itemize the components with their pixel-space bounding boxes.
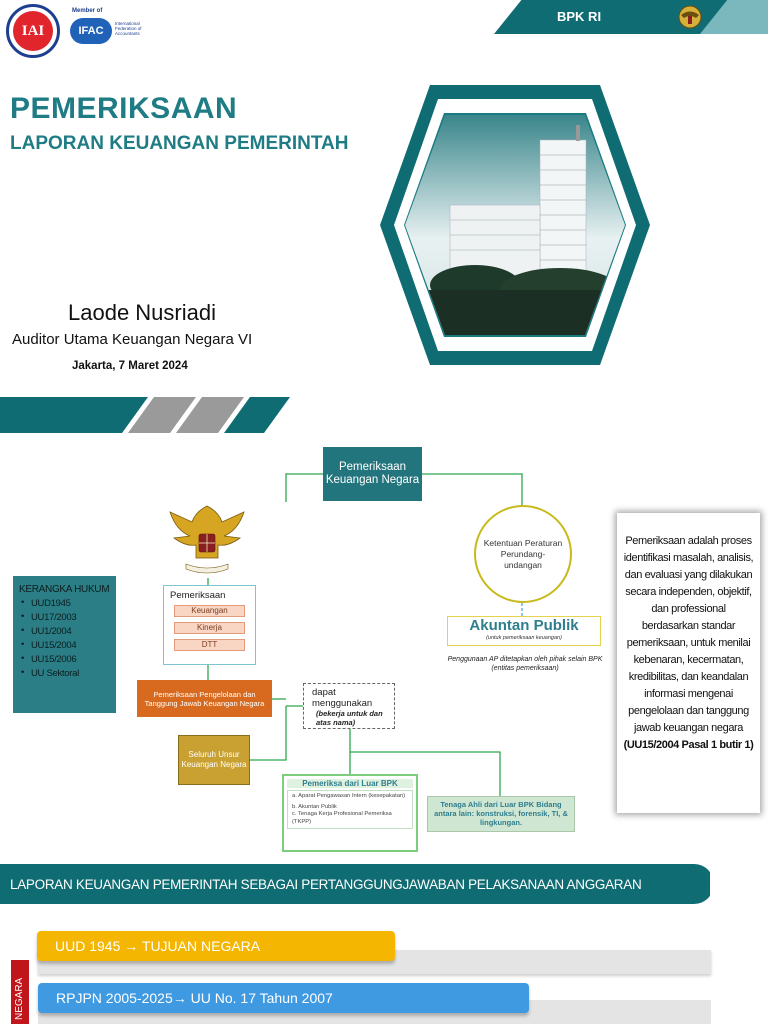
pemeriksa-luar-bpk-heading: Pemeriksa dari Luar BPK	[287, 779, 413, 788]
list-item: • UU15/2006	[19, 654, 110, 665]
negara-side-label: NEGARA	[14, 977, 25, 1020]
list-item: • UUD1945	[19, 598, 110, 609]
list-item: • UU1/2004	[19, 626, 110, 637]
place-date: Jakarta, 7 Maret 2024	[72, 360, 188, 372]
garuda-emblem-icon	[164, 498, 250, 578]
pemeriksa-luar-bpk-box	[282, 774, 418, 852]
pemeriksaan-keuangan-negara-box: Pemeriksaan Keuangan Negara	[323, 447, 422, 501]
negara-side-tab	[11, 960, 29, 1024]
dapat-menggunakan-italic: (bekerja untuk dan atas nama)	[316, 709, 383, 727]
chip-keuangan: Keuangan	[174, 605, 245, 617]
ifac-logo: IFAC	[70, 18, 112, 44]
presenter-name: Laode Nusriadi	[68, 300, 216, 325]
akuntan-publik-box	[447, 616, 601, 646]
ifac-full-name: International Federation of Accountants	[115, 21, 142, 36]
akuntan-publik-subtitle: (untuk pemeriksaan keuangan)	[486, 635, 562, 641]
kerangka-hukum-list	[19, 598, 110, 679]
akuntan-publik-note: Penggunaan AP ditetapkan oleh pihak selain BPK (entitas pemeriksaan)	[447, 656, 603, 672]
list-item: c. Tenaga Kerja Profesional Pemeriksa (TKPP)	[292, 811, 392, 825]
ketentuan-peraturan-circle	[474, 505, 572, 603]
dapat-menggunakan-box	[303, 683, 395, 729]
uud-1945-pill	[37, 931, 395, 961]
list-item: • UU17/2003	[19, 612, 110, 623]
member-of-label: Member of	[72, 8, 103, 14]
list-item: b. Akuntan Publik	[292, 803, 337, 810]
laporan-keuangan-banner-text: LAPORAN KEUANGAN PEMERINTAH SEBAGAI PERTANGGUNGJAWABAN PELAKSANAAN ANGGARAN	[10, 876, 642, 892]
bpk-label: BPK RI	[557, 9, 602, 24]
chip-dtt: DTT	[174, 639, 245, 651]
laporan-keuangan-banner	[0, 864, 714, 904]
tenaga-ahli-box: Tenaga Ahli dari Luar BPK Bidang antara lain: konstruksi, forensik, TI, & lingkungan.	[427, 796, 575, 832]
chip-kinerja: Kinerja	[174, 622, 245, 634]
uud-1945-pill-text: UUD 1945 → TUJUAN NEGARA	[55, 938, 261, 954]
iai-logo-text: IAI	[13, 11, 53, 51]
rpjpn-pill	[38, 983, 529, 1013]
list-item: • UU15/2004	[19, 640, 110, 651]
kerangka-hukum-panel	[13, 576, 116, 713]
list-item: a. Aparat Pengawasan Intern (kesepakatan)	[292, 793, 406, 799]
jenis-pemeriksaan-heading: Pemeriksaan	[170, 590, 226, 601]
pemeriksaan-pengelolaan-box: Pemeriksaan Pengelolaan dan Tanggung Jawab Keuangan Negara	[137, 680, 272, 717]
presenter-role: Auditor Utama Keuangan Negara VI	[12, 331, 253, 348]
rpjpn-pill-text: RPJPN 2005-2025→ UU No. 17 Tahun 2007	[56, 990, 333, 1006]
definition-text: Pemeriksaan adalah proses identifikasi masalah, analisis, dan evaluasi yang dilakukan secara independen, objektif, dan professional berdasarkan standar pemeriksaan, untuk menilai kebenaran, kecermatan, kredibilitas, dan keandalan informasi mengenai pengelolaan dan tanggung jawab keuangan negara	[623, 535, 754, 734]
definition-box	[617, 513, 760, 813]
seluruh-unsur-box: Seluruh Unsur Keuangan Negara	[178, 735, 250, 785]
list-item: • UU Sektoral	[19, 668, 110, 679]
dapat-menggunakan-title: dapat menggunakan	[312, 687, 373, 709]
akuntan-publik-title: Akuntan Publik	[469, 617, 579, 634]
page-subtitle: LAPORAN KEUANGAN PEMERINTAH	[10, 133, 349, 154]
page-title: PEMERIKSAAN	[10, 92, 238, 125]
kerangka-hukum-heading: KERANGKA HUKUM	[19, 584, 110, 595]
ketentuan-peraturan-label: Ketentuan Peraturan Perundang-undangan	[483, 537, 563, 570]
pemeriksa-luar-bpk-body	[287, 790, 413, 829]
jenis-pemeriksaan-box	[163, 585, 256, 665]
definition-reference: (UU15/2004 Pasal 1 butir 1)	[623, 739, 754, 751]
